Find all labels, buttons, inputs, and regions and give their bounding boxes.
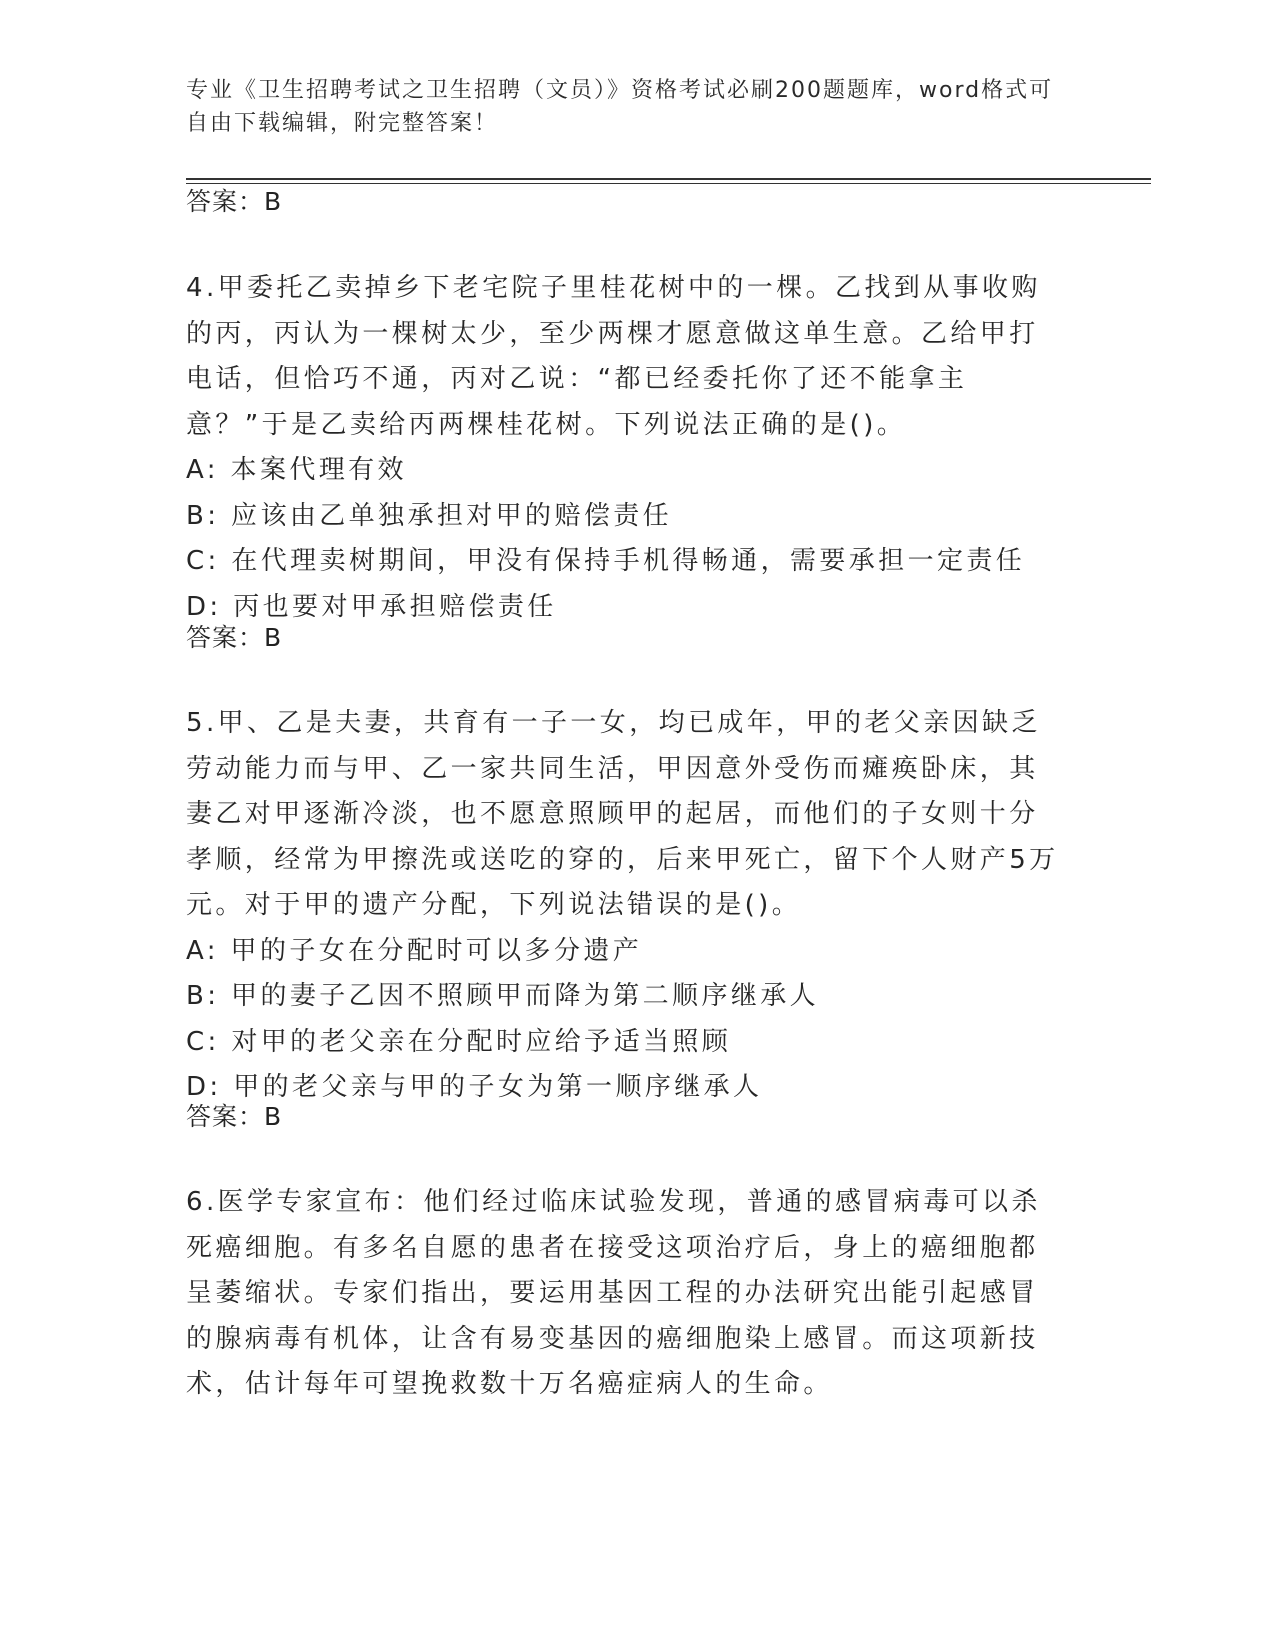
option-c: C: 在代理卖树期间，甲没有保持手机得畅通，需要承担一定责任 xyxy=(186,546,1026,576)
option-c: C: 对甲的老父亲在分配时应给予适当照顾 xyxy=(186,1026,732,1057)
document-header: 专业《卫生招聘考试之卫生招聘（文员）》资格考试必刷200题题库，word格式可自由下载编辑，附完整答案！ xyxy=(186,78,1054,136)
option-d: D: 丙也要对甲承担赔偿责任 xyxy=(186,591,557,622)
option-a: A: 本案代理有效 xyxy=(186,455,407,485)
answer-question-5: 答案：B xyxy=(186,1102,283,1131)
question-6 xyxy=(186,1180,1066,1408)
option-b: B: 甲的妻子乙因不照顾甲而降为第二顺序继承人 xyxy=(186,981,820,1011)
question-stem: 5.甲、乙是夫妻，共育有一子一女，均已成年，甲的老父亲因缺乏劳动能力而与甲、乙一家共同生活，甲因意外受伤而瘫痪卧床，其妻乙对甲逐渐冷淡，也不愿意照顾甲的起居，而他们的子女则十分孝顺，经常为甲擦洗或送吃的穿的，后来甲死亡，留下个人财产5万元。对于甲的遗产分配，下列说法错误的是()。 xyxy=(186,708,1059,920)
option-a: A: 甲的子女在分配时可以多分遗产 xyxy=(186,935,643,966)
option-d: D: 甲的老父亲与甲的子女为第一顺序继承人 xyxy=(186,1072,763,1102)
answer-question-3: 答案：B xyxy=(186,187,283,216)
option-b: B: 应该由乙单独承担对甲的赔偿责任 xyxy=(186,500,673,531)
header-divider-thick xyxy=(186,178,1151,180)
question-4 xyxy=(186,266,1066,630)
question-stem: 6.医学专家宣布：他们经过临床试验发现，普通的感冒病毒可以杀死癌细胞。有多名自愿的患者在接受这项治疗后，身上的癌细胞都呈萎缩状。专家们指出，要运用基因工程的办法研究出能引起感冒的腺病毒有机体，让含有易变基因的癌细胞染上感冒。而这项新技术，估计每年可望挽救数十万名癌症病人的生命。 xyxy=(186,1187,1041,1399)
answer-question-4: 答案：B xyxy=(186,623,283,652)
question-5 xyxy=(186,701,1066,1111)
header-divider-thin xyxy=(186,183,1151,184)
question-stem: 4.甲委托乙卖掉乡下老宅院子里桂花树中的一棵。乙找到从事收购的丙，丙认为一棵树太少，至少两棵才愿意做这单生意。乙给甲打电话，但恰巧不通，丙对乙说：“都已经委托你了还不能拿主意？”于是乙卖给丙两棵桂花树。下列说法正确的是()。 xyxy=(186,273,1041,440)
